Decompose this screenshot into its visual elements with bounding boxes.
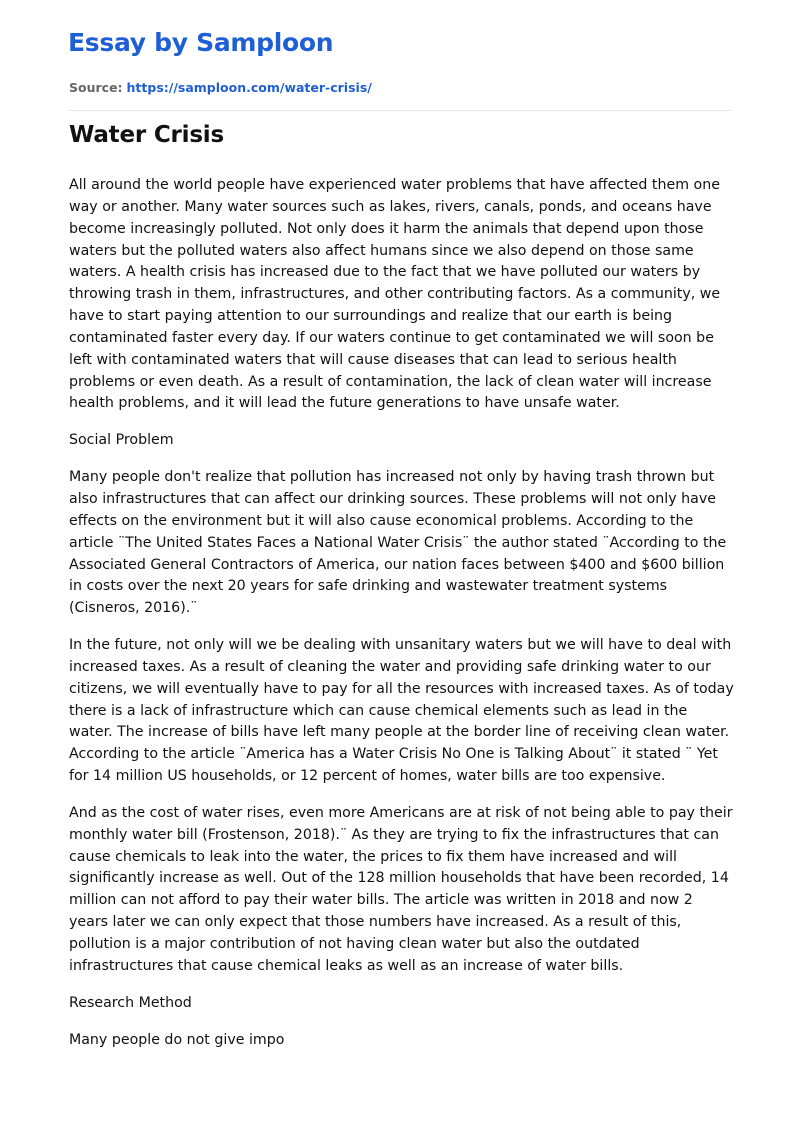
source-label: Source: (69, 80, 123, 95)
truncated-paragraph: Many people do not give impo (69, 1031, 285, 1048)
paragraph: And as the cost of water rises, even more Americans are at risk of not being able to pay their monthly water bill (Frostenson, 2018).¨ As they are trying to fix the infrastructures that can cause chemicals to leak into the water, the prices to fix them have increased and will significantly increase as well. Out of the 128 million households that have been recorded, 14 million can not afford to pay their water bills. The article was written in 2018 and now 2 years later we can only expect that those numbers have increased. As a result of this, pollution is a major contribution of not having clean water but also the outdated infrastructures that cause chemical leaks as well as an increase of water bills. (69, 804, 733, 974)
essay-title: Water Crisis (69, 122, 224, 148)
paragraph: In the future, not only will we be dealing with unsanitary waters but we will have to deal with increased taxes. As a result of cleaning the water and providing safe drinking water to our citizens, we will eventually have to pay for all the resources with increased taxes. As of today there is a lack of infrastructure which can cause chemical elements such as lead in the water. The increase of bills have left many people at the border line of receiving clean water. According to the article ¨America has a Water Crisis No One is Talking About¨ it stated ¨ Yet for 14 million US households, or 12 percent of homes, water bills are too expensive. (69, 637, 734, 785)
intro-paragraph: All around the world people have experienced water problems that have affected them one way or another. Many water sources such as lakes, rivers, canals, ponds, and oceans have become increasingly polluted. Not only does it harm the animals that depend upon those waters but the polluted waters also affect humans since we also depend on those same waters. A health crisis has increased due to the fact that we have polluted our waters by throwing trash in them, infrastructures, and other contributing factors. As a community, we have to start paying attention to our surroundings and realize that our earth is being contaminated faster every day. If our waters continue to get contaminated we will soon be left with contaminated waters that will cause diseases that can lead to serious health problems or even death. As a result of contamination, the lack of clean water will increase health problems, and it will lead the future generations to have unsafe water. (69, 177, 721, 412)
section-heading-research-method: Research Method (69, 994, 192, 1011)
paragraph: Many people don't realize that pollution has increased not only by having trash thrown but also infrastructures that can affect our drinking sources. These problems will not only have effects on the environment but it will also cause economical problems. According to the article ¨The United States Faces a National Water Crisis¨ the author stated ¨According to the Associated General Contractors of America, our nation faces between $400 and $600 billion in costs over the next 20 years for safe drinking and wastewater treatment systems (Cisneros, 2016).¨ (69, 469, 727, 617)
section-heading-social-problem: Social Problem (69, 432, 174, 449)
site-brand[interactable]: Essay by Samploon (68, 28, 334, 57)
source-link[interactable]: https://samploon.com/water-crisis/ (126, 80, 372, 95)
header-divider (69, 110, 731, 111)
source-line (69, 80, 372, 95)
essay-body (69, 175, 734, 1066)
bottom-fade (0, 1121, 800, 1135)
